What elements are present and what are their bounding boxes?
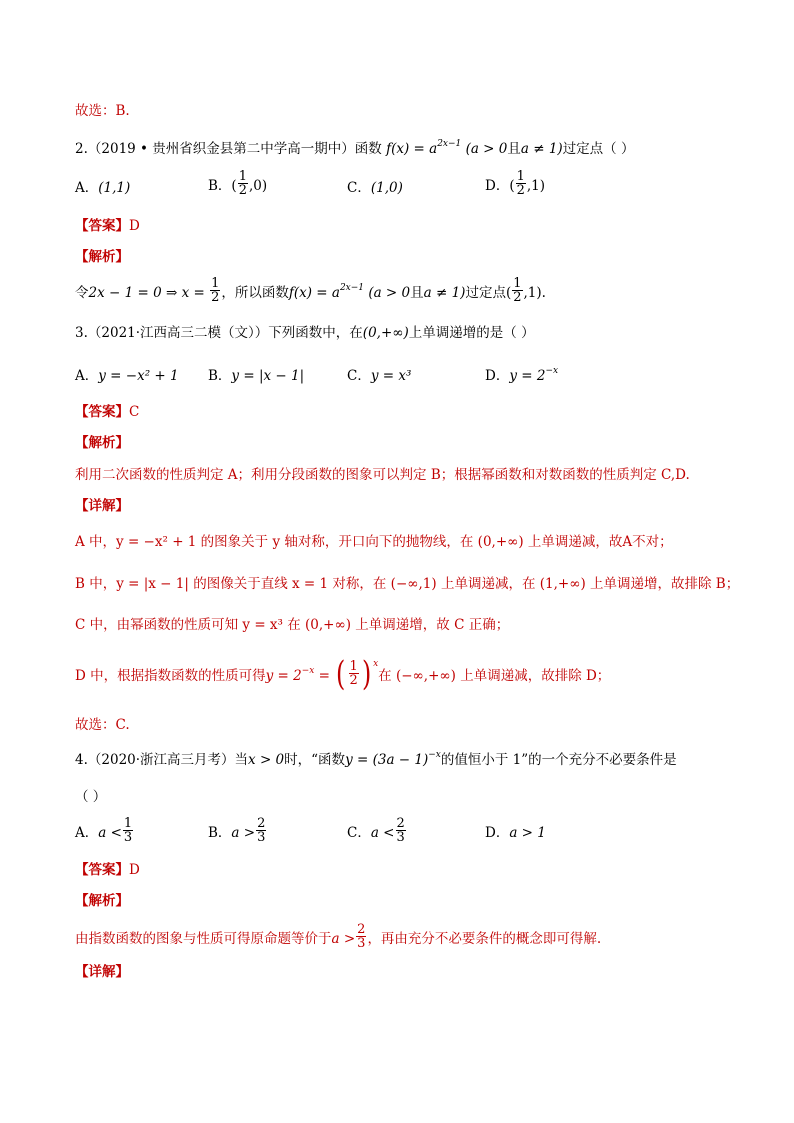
fraction [349,660,359,687]
q3-conclusion: 故选：C. [75,717,130,733]
q2-option-b [208,169,268,200]
q2-function: f(x) = a [386,141,438,157]
q3-interval: (0,+∞) [362,325,409,341]
q4-option-c [347,818,407,848]
denominator: 3 [123,830,133,845]
option-text: y = x³ [370,368,412,384]
denominator: 2 [349,673,358,688]
q3-analysis: 利用二次函数的性质判定 A；利用分段函数的图象可以判定 B；根据幂函数和对数函数的性质判定 C,D. [75,467,690,483]
q2-condition: (a > 0 [465,141,508,157]
option-paren: ( [231,178,237,194]
option-label: C． [347,180,371,196]
option-paren: ( [509,178,515,194]
option-paren: ,0) [248,178,268,194]
inequality: a > [331,931,356,947]
text: ，所以函数 [221,285,289,301]
text: 在 (−∞,+∞) 上单调递减，故排除 D； [378,668,611,684]
q2-qie: 且 [507,141,521,157]
option-paren: ,1) [526,178,546,194]
equation: 2x − 1 = 0 ⇒ x = [88,285,210,301]
text: 过定点 [465,285,506,301]
q4-number: 4. [75,752,88,768]
denominator: 2 [513,290,522,305]
answer-label: 【答案】 [75,218,129,234]
left-paren: ( [336,653,346,694]
answer-value: D [129,218,140,234]
denominator: 2 [516,183,525,198]
fraction [396,817,406,844]
q3-detail-c: C 中，由幂函数的性质可知 y = x³ 在 (0,+∞) 上单调递增，故 C 正确； [75,617,510,633]
q2-analysis [75,278,546,310]
numerator: 1 [513,276,522,291]
option-label: D． [485,825,510,841]
exponent: 2x−1 [339,283,365,293]
prev-conclusion: 故选：B. [75,103,130,119]
exponent: −x [545,366,559,376]
q2-option-c [347,178,403,198]
denominator: 3 [357,936,366,951]
option-label: D． [485,178,510,194]
q2-exponent: 2x−1 [437,139,462,149]
option-label: C． [347,825,371,841]
q3-option-b [208,366,304,386]
q3-source: （2021·江西高三二模（文））下列函数中，在 [87,325,363,341]
q4-option-b [208,818,267,848]
numerator: 2 [357,922,366,937]
q2-stem [75,139,634,161]
q2-number: 2. [75,141,88,157]
function: f(x) = a [288,285,340,301]
option-text: y = −x² + 1 [98,368,179,384]
numerator: 2 [396,816,405,831]
condition: (a > 0 [368,285,411,301]
q4-function: y = (3a − 1) [345,752,429,768]
text: . [541,285,546,301]
numerator: 1 [516,169,525,184]
numerator: 1 [238,169,247,184]
right-paren: ) [361,653,372,694]
fraction [512,277,522,304]
q4-analysis [75,924,601,954]
q2-option-d [485,169,546,200]
answer-value: C [129,404,140,420]
q2-option-a [75,178,130,198]
option-label: C． [347,368,371,384]
q3-detail-a: A 中，y = −x² + 1 的图象关于 y 轴对称，开口向下的抛物线，在 (0,+∞) 上单调递减，故A不对； [75,534,673,550]
numerator: 1 [123,816,133,831]
fraction [356,923,366,950]
option-text: a < [98,825,122,841]
fraction [210,277,220,304]
option-label: D． [485,368,510,384]
q4-source: （2020·浙江高三月考）当 [87,752,249,768]
q3-answer [75,402,139,422]
fraction [238,170,248,197]
q4-option-d [485,823,546,843]
denominator: 2 [238,183,247,198]
q4-answer [75,860,140,880]
q3-option-a [75,366,179,386]
exponent: −x [428,750,441,760]
paren: ( [505,285,512,301]
q4-condition: x > 0 [248,752,285,768]
option-label: B． [208,178,232,194]
paren: ,1) [523,285,542,301]
equals: = [314,668,335,684]
fraction [123,817,133,844]
text: 且 [410,285,424,301]
option-label: A． [75,368,99,384]
text: D 中，根据指数函数的性质可得 [75,668,266,684]
answer-label: 【答案】 [75,404,129,420]
q3-number: 3. [75,325,88,341]
q3-tail: 上单调递增的是（ ） [408,325,535,341]
equation: y = 2 [265,668,302,684]
denominator: 2 [211,290,220,305]
option-label: A． [75,825,99,841]
option-text: (1,0) [370,180,403,196]
q3-analysis-label: 【解析】 [75,435,129,451]
q2-answer [75,216,140,236]
q3-detail-b: B 中，y = |x − 1| 的图像关于直线 x = 1 对称，在 (−∞,1) 上单调递减，在 (1,+∞) 上单调递增，故排除 B； [75,576,740,592]
fraction [516,170,526,197]
text: 令 [75,285,89,301]
option-text: y = |x − 1| [231,368,305,384]
q3-detail-label: 【详解】 [75,498,129,514]
q4-option-a [75,818,134,848]
q4-paren: （ ） [75,789,107,805]
q2-tail: 过定点（ ） [562,141,635,157]
option-text: a < [370,825,395,841]
option-label: B． [208,368,232,384]
option-text: y = 2 [509,368,546,384]
option-label: A． [75,180,99,196]
option-label: B． [208,825,232,841]
numerator: 1 [349,659,358,674]
condition: a ≠ 1) [423,285,466,301]
q2-condition2: a ≠ 1) [520,141,563,157]
fraction [256,817,266,844]
q4-detail-label: 【详解】 [75,964,129,980]
exponent: −x [301,666,315,676]
text: 的值恒小于 1”的一个充分不必要条件是 [440,752,677,768]
option-text: a > 1 [509,825,546,841]
text: ，再由充分不必要条件的概念即可得解. [367,931,602,947]
answer-label: 【答案】 [75,862,129,878]
q3-detail-d [75,653,611,698]
text: 时，“函数 [284,752,346,768]
numerator: 1 [211,276,220,291]
option-text: a > [231,825,256,841]
q4-analysis-label: 【解析】 [75,893,129,909]
answer-value: D [129,862,140,878]
q3-option-d [485,366,558,388]
numerator: 2 [257,816,266,831]
denominator: 3 [396,830,405,845]
exponent: x [373,659,379,669]
q3-stem [75,323,535,343]
q2-analysis-label: 【解析】 [75,249,129,265]
q3-option-c [347,366,411,386]
q4-stem [75,750,677,772]
denominator: 3 [257,830,266,845]
q2-source: （2019 • 贵州省织金县第二中学高一期中）函数 [87,141,382,157]
text: 由指数函数的图象与性质可得原命题等价于 [75,931,332,947]
option-text: (1,1) [98,180,131,196]
